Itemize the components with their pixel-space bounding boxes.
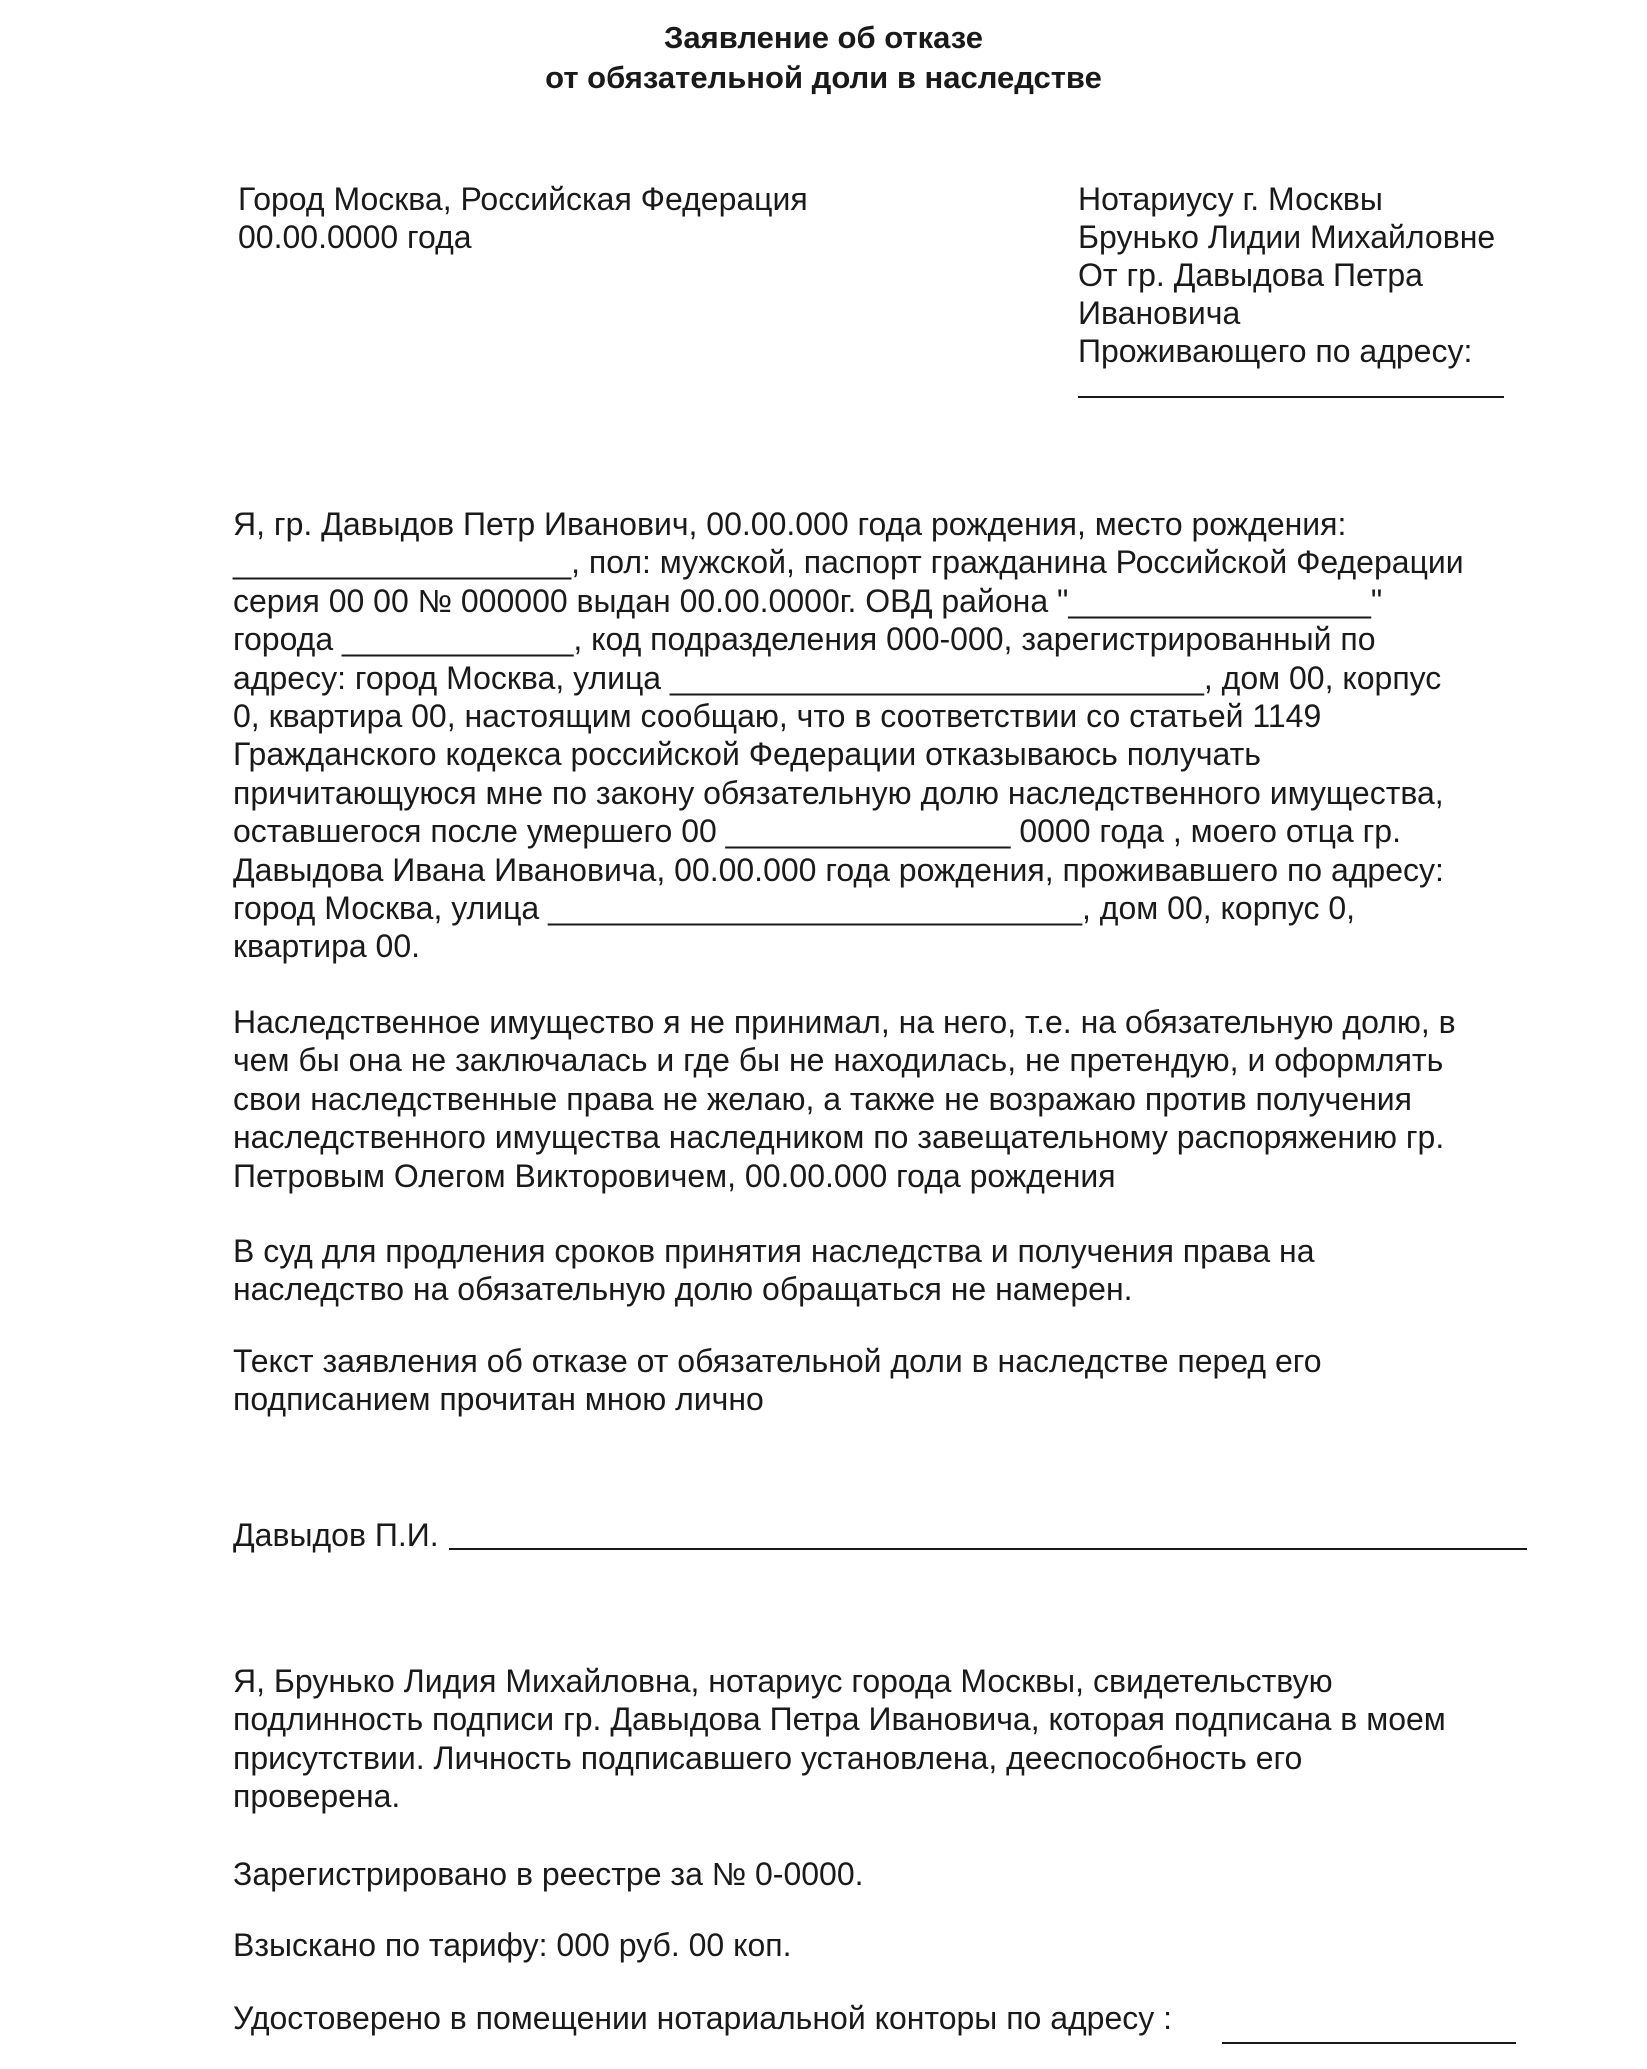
addressee-line-2: Брунько Лидии Михайловне <box>1078 219 1496 255</box>
paragraph-line: наследственного имущества наследником по завещательному распоряжению гр. <box>233 1119 1445 1156</box>
paragraph-line: Гражданского кодекса российской Федерации отказываюсь получать <box>233 736 1261 773</box>
place-date-block <box>238 180 808 256</box>
office-address-line <box>1222 2042 1516 2044</box>
refusal-paragraph <box>233 1003 1543 1195</box>
paragraph-line: Я, Брунько Лидия Михайловна, нотариус города Москвы, свидетельствую <box>233 1663 1333 1699</box>
paragraph-line: Я, гр. Давыдов Петр Иванович, 00.00.000 года рождения, место рождения: <box>233 506 1347 542</box>
paragraph-line: Давыдова Ивана Ивановича, 00.00.000 года рождения, проживавшего по адресу: <box>233 851 1444 888</box>
paragraph-line: Петровым Олегом Викторовичем, 00.00.000 года рождения <box>233 1157 1116 1194</box>
paragraph-line: Текст заявления об отказе от обязательной доли в наследстве перед его <box>233 1343 1322 1379</box>
paragraph-line: города _____________, код подразделения 000-000, зарегистрированный по <box>233 621 1376 658</box>
date-text: 00.00.0000 года <box>238 219 472 255</box>
document-title <box>0 18 1647 98</box>
paragraph-line: наследство на обязательную долю обращаться не намерен. <box>233 1271 1133 1308</box>
paragraph-line: 0, квартира 00, настоящим сообщаю, что в соответствии со статьей 1149 <box>233 698 1322 735</box>
paragraph-line: подписанием прочитан мною лично <box>233 1381 764 1418</box>
paragraph-line: В суд для продления сроков принятия наследства и получения права на <box>233 1233 1315 1269</box>
addressee-line-4: Ивановича <box>1078 295 1241 331</box>
addressee-line-1: Нотариусу г. Москвы <box>1078 181 1383 217</box>
fee-text: Взыскано по тарифу: 000 руб. 00 коп. <box>233 1927 792 1963</box>
paragraph-line: ___________________, пол: мужской, паспорт гражданина Российской Федерации <box>233 544 1464 581</box>
statement-paragraph <box>233 505 1543 966</box>
addressee-line-3: От гр. Давыдова Петра <box>1078 257 1423 293</box>
addressee-line-5: Проживающего по адресу: <box>1078 333 1473 369</box>
paragraph-line: присутствии. Личность подписавшего установлена, дееспособность его <box>233 1739 1303 1776</box>
certified-at-text: Удостоверено в помещении нотариальной конторы по адресу : <box>233 2000 1173 2036</box>
title-line-1: Заявление об отказе <box>664 20 983 55</box>
place-text: Город Москва, Российская Федерация <box>238 181 808 217</box>
title-line-2: от обязательной доли в наследстве <box>545 60 1102 95</box>
paragraph-line: серия 00 00 № 000000 выдан 00.00.0000г. ОВД района "_________________" <box>233 582 1383 619</box>
signature-label: Давыдов П.И. <box>233 1517 439 1553</box>
paragraph-line: подлинность подписи гр. Давыдова Петра Ивановича, которая подписана в моем <box>233 1701 1446 1738</box>
paragraph-line: свои наследственные права не желаю, а также не возражаю против получения <box>233 1080 1412 1117</box>
notary-paragraph <box>233 1662 1543 1816</box>
paragraph-line: проверена. <box>233 1778 401 1815</box>
signature-line <box>449 1548 1527 1550</box>
paragraph-line: причитающуюся мне по закону обязательную долю наследственного имущества, <box>233 774 1444 811</box>
registry-text: Зарегистрировано в реестре за № 0-0000. <box>233 1856 864 1892</box>
paragraph-line: оставшегося после умершего 00 ________________ 0000 года , моего отца гр. <box>233 813 1401 850</box>
paragraph-line: Наследственное имущество я не принимал, на него, т.е. на обязательную долю, в <box>233 1004 1456 1040</box>
paragraph-line: квартира 00. <box>233 928 421 965</box>
court-paragraph <box>233 1232 1543 1309</box>
read-paragraph <box>233 1342 1543 1419</box>
paragraph-line: чем бы она не заключалась и где бы не находилась, не претендую, и оформлять <box>233 1042 1444 1079</box>
paragraph-line: город Москва, улица ______________________________, дом 00, корпус 0, <box>233 890 1356 927</box>
addressee-block <box>1078 180 1504 398</box>
address-blank-line <box>1078 370 1504 398</box>
paragraph-line: адресу: город Москва, улица ______________________________, дом 00, корпус <box>233 659 1442 696</box>
